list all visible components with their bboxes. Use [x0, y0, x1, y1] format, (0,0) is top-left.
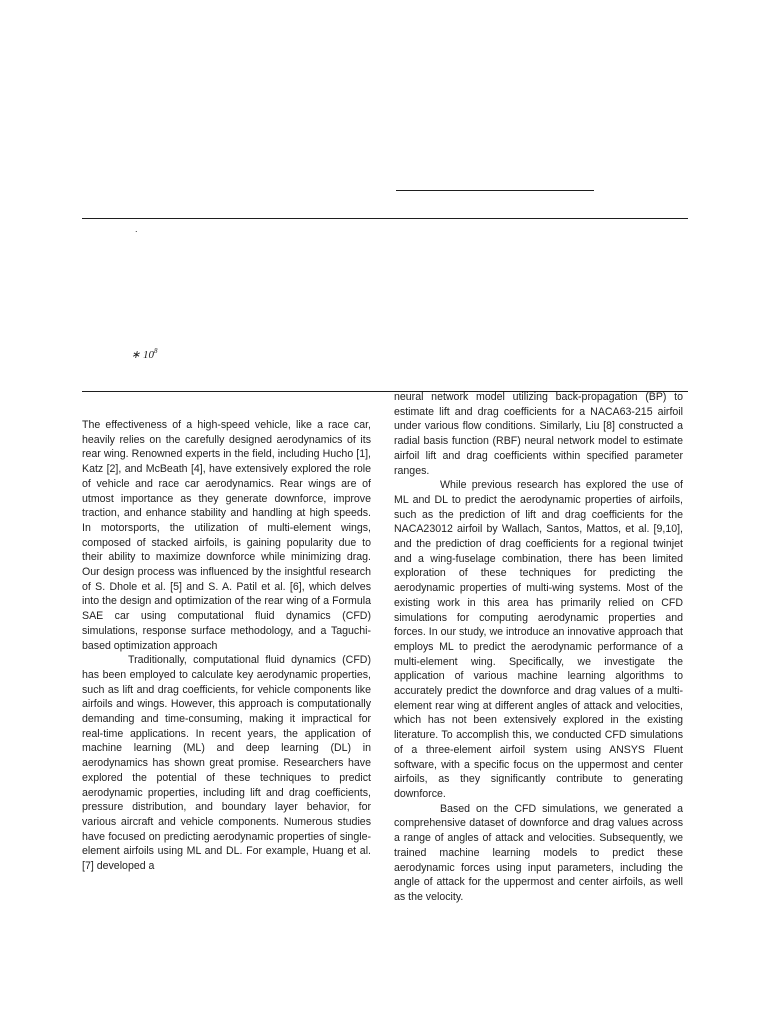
right-paragraph-2: While previous research has explored the use of ML and DL to predict the aerodynamic properties of airfoils, such as the prediction of lift and drag coefficients for the NACA23012 airfoil by Wallach, Santos, Mattos, et al. [9,10], and the prediction of drag coefficients for a regional twinjet and a wing-fuselage combination, there has been limited exploration of these techniques for predicting the aerodynamic properties of multi-wing systems. Most of the existing work in this area has primarily relied on CFD simulations for computing aerodynamic properties and forces. In our study, we introduce an innovative approach that employs ML to predict the aerodynamic performance of a multi-element wing. Specifically, we investigate the application of various machine learning algorithms to accurately predict the downforce and drag values of a multi-element rear wing at different angles of attack and velocities, which has not been extensively explored in the existing literature. To accomplish this, we conducted CFD simulations of a three-element airfoil system using ANSYS Fluent software, with a specific focus on the uppermost and center airfoils, as they significantly contribute to generating downforce.	[394, 479, 683, 800]
right-column	[394, 390, 683, 905]
stray-dot: .	[135, 224, 138, 234]
left-column	[82, 418, 371, 874]
formula-fragment	[131, 344, 157, 362]
right-paragraph-1: neural network model utilizing back-propagation (BP) to estimate lift and drag coefficients for a NACA63-215 airfoil under various flow conditions. Similarly, Liu [8] constructed a radial basis function (RBF) neural network model to estimate airfoil lift and drag coefficients within specified parameter ranges.	[394, 391, 683, 477]
right-paragraph-3: Based on the CFD simulations, we generated a comprehensive dataset of downforce and drag values across a range of angles of attack and velocities. Subsequently, we trained machine learning models to predict these aerodynamic forces using input parameters, including the angle of attack for the uppermost and center airfoils, as well as the velocity.	[394, 802, 683, 903]
left-paragraph-2: Traditionally, computational fluid dynamics (CFD) has been employed to calculate key aerodynamic properties, such as lift and drag coefficients, for vehicle components like airfoils and wings. However, this approach is computationally demanding and time-consuming, making it impractical for real-time applications. In recent years, the application of machine learning (ML) and deep learning (DL) in aerodynamics has shown great promise. Researchers have explored the potential of these techniques to predict aerodynamic properties, including lift and drag coefficients, pressure distribution, and boundary layer behavior, for various aircraft and vehicle components. Numerous studies have focused on predicting aerodynamic properties of single-element airfoils using ML and DL. For example, Huang et al. [7] developed a	[82, 654, 371, 873]
left-paragraph-1: The effectiveness of a high-speed vehicle, like a race car, heavily relies on the carefully designed aerodynamics of its rear wing. Renowned experts in the field, including Hucho [1], Katz [2], and McBeath [4], have extensively explored the role of vehicle and race car aerodynamics. Rear wings are of utmost importance as they generate downforce, improve traction, and enhance stability and handling at high speeds. In motorsports, the utilization of multi-element wings, composed of stacked airfoils, is gaining popularity due to their ability to maximize downforce while minimizing drag. Our design process was influenced by the insightful research of S. Dhole et al. [5] and S. A. Patil et al. [6], which delves into the design and optimization of the rear wing of a Formula SAE car using computational fluid dynamics (CFD) simulations, response surface methodology, and a Taguchi-based optimization approach	[82, 419, 371, 652]
short-rule	[396, 190, 594, 191]
header-top-rule	[82, 218, 688, 219]
formula-exponent: 8	[153, 347, 158, 355]
formula-prefix: ∗ 10	[131, 349, 154, 361]
